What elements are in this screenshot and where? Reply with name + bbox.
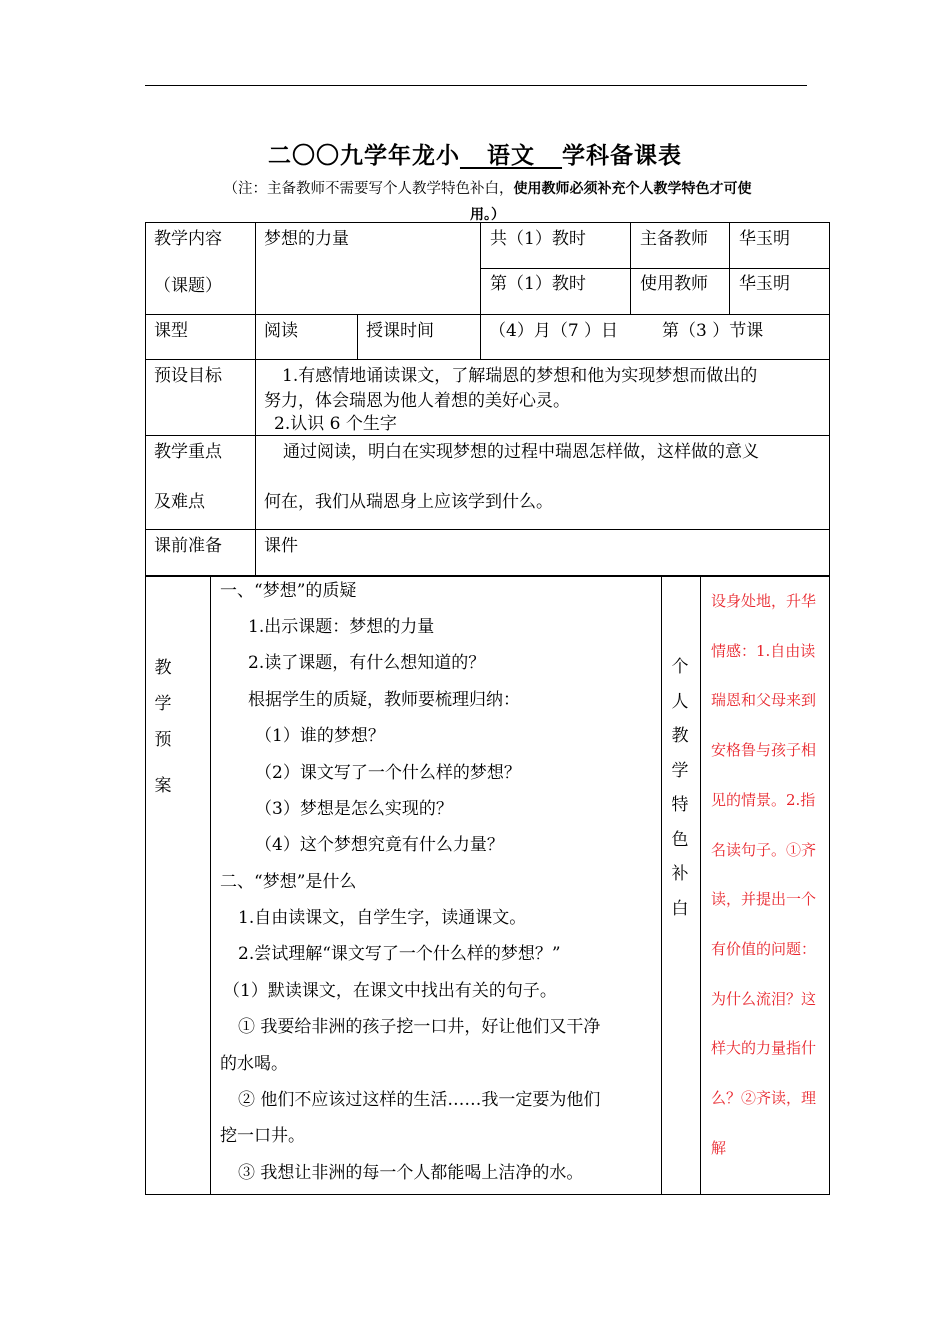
feature-label xyxy=(669,650,691,926)
time-label: 授课时间 xyxy=(366,321,434,341)
total-periods: 共（1）教时 xyxy=(490,229,586,249)
note-bold-line2: 用。） xyxy=(470,207,505,223)
content-label: 教学内容 xyxy=(154,229,222,249)
time-value: （4）月（7 ）日 xyxy=(489,321,619,341)
col-divider xyxy=(210,576,211,1195)
plan-line: 2.读了课题，有什么想知道的？ xyxy=(248,653,486,673)
goals-line3: 2.认识 6 个生字 xyxy=(274,414,397,434)
plan-side-char: 教 xyxy=(154,658,172,678)
keypoints-line1: 通过阅读，明白在实现梦想的过程中瑞恩怎样做，这样做的意义 xyxy=(283,442,759,462)
header-rule xyxy=(145,85,807,86)
keypoints-label-1: 教学重点 xyxy=(154,442,222,462)
col-divider xyxy=(700,576,701,1195)
row-divider xyxy=(145,314,830,315)
plan-line: ③ 我想让非洲的每一个人都能喝上洁净的水。 xyxy=(238,1163,584,1183)
keypoints-line2: 何在，我们从瑞恩身上应该学到什么。 xyxy=(264,492,553,512)
plan-line: （1）谁的梦想？ xyxy=(255,726,385,746)
plan-line: （2）课文写了一个什么样的梦想？ xyxy=(255,763,521,783)
plan-line: （4）这个梦想究竟有什么力量？ xyxy=(255,835,504,855)
feature-char: 补 xyxy=(671,864,689,884)
plan-line: 的水喝。 xyxy=(220,1054,288,1074)
prep-label: 课前准备 xyxy=(154,536,222,556)
plan-line: （3）梦想是怎么实现的？ xyxy=(255,799,453,819)
page-title xyxy=(0,137,950,170)
using-teacher-label: 使用教师 xyxy=(640,274,708,294)
personal-feature-note: 设身处地，升华情感：1.自由读瑞恩和父母来到安格鲁与孩子相见的情景。2.指名读句子。①齐读，并提出一个有价值的问题：为什么流泪？这样大的力量指什么？②齐读，理解 xyxy=(711,592,817,1157)
plan-line: 挖一口井。 xyxy=(220,1126,305,1146)
feature-char: 教 xyxy=(671,726,689,746)
row-divider xyxy=(480,268,830,269)
title-prefix: 二〇〇九学年龙小 xyxy=(267,143,460,169)
plan-line: 一、“梦想”的质疑 xyxy=(220,581,357,601)
type-label: 课型 xyxy=(154,321,188,341)
plan-line: 二、“梦想”是什么 xyxy=(220,872,357,892)
title-suffix: 学科备课表 xyxy=(562,143,683,169)
row-divider xyxy=(145,529,830,530)
plan-side-char: 学 xyxy=(154,694,172,714)
title-subject: 语文 xyxy=(487,143,535,169)
main-teacher-name: 华玉明 xyxy=(739,229,790,249)
col-divider xyxy=(630,222,631,314)
goals-line1: 1.有感情地诵读课文，了解瑞恩的梦想和他为实现梦想而做出的 xyxy=(282,366,758,386)
plan-line: （1）默读课文，在课文中找出有关的句子。 xyxy=(223,981,557,1001)
col-divider xyxy=(255,222,256,576)
feature-char: 特 xyxy=(671,795,689,815)
feature-char: 学 xyxy=(671,760,689,781)
current-period: 第（1）教时 xyxy=(490,274,586,294)
plan-line: 2.尝试理解“课文写了一个什么样的梦想？” xyxy=(238,944,561,964)
plan-line: 1.自由读课文，自学生字，读通课文。 xyxy=(238,908,527,928)
plan-side-label xyxy=(152,650,174,804)
lesson-number: 第（3 ）节课 xyxy=(662,321,764,341)
lesson-title: 梦想的力量 xyxy=(264,229,349,249)
feature-char: 个 xyxy=(671,657,689,677)
goals-label: 预设目标 xyxy=(154,366,222,386)
keypoints-label-2: 及难点 xyxy=(154,492,205,512)
using-teacher-name: 华玉明 xyxy=(739,274,790,294)
main-teacher-label: 主备教师 xyxy=(640,229,708,249)
feature-char: 白 xyxy=(671,898,689,919)
note-normal: （注：主备教师不需要写个人教学特色补白， xyxy=(223,181,514,197)
row-divider xyxy=(145,435,830,436)
feature-char: 色 xyxy=(671,829,689,850)
instruction-note xyxy=(150,176,825,228)
plan-line: 根据学生的质疑，教师要梳理归纳： xyxy=(248,690,520,710)
note-bold-line1: 使用教师必须补充个人教学特色才可使 xyxy=(513,181,752,197)
col-divider xyxy=(729,222,730,314)
plan-line: ① 我要给非洲的孩子挖一口井，好让他们又干净 xyxy=(238,1017,601,1037)
feature-char: 人 xyxy=(671,691,689,712)
plan-line: ② 他们不应该过这样的生活……我一定要为他们 xyxy=(238,1090,601,1110)
col-divider xyxy=(661,576,662,1195)
plan-side-char: 案 xyxy=(154,776,172,796)
col-divider xyxy=(357,314,358,359)
prep-value: 课件 xyxy=(264,536,298,556)
lesson-label: （课题） xyxy=(154,276,222,296)
goals-line2: 努力，体会瑞恩为他人着想的美好心灵。 xyxy=(264,391,570,411)
plan-side-char: 预 xyxy=(154,730,172,750)
plan-line: 1.出示课题：梦想的力量 xyxy=(248,617,435,637)
type-value: 阅读 xyxy=(264,321,298,341)
row-divider xyxy=(145,359,830,360)
col-divider xyxy=(480,222,481,359)
